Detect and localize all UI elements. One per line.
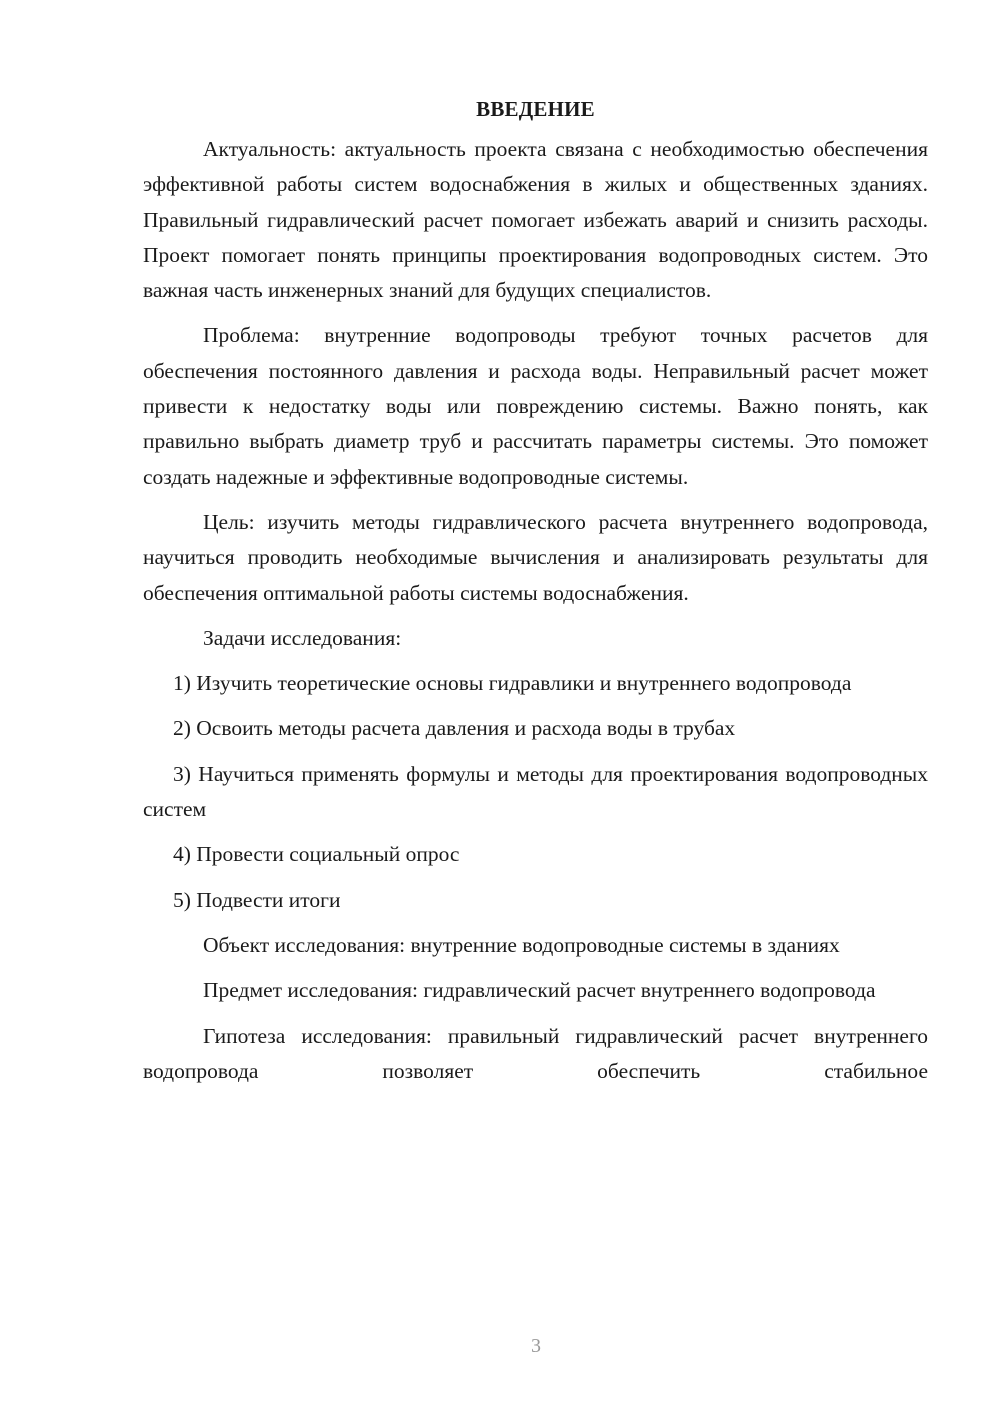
document-body <box>143 95 928 1099</box>
task-item-5: 5) Подвести итоги <box>173 887 341 912</box>
paragraph-problem: Проблема: внутренние водопроводы требуют точных расчетов для обеспечения постоянного давления и расхода воды. Неправильный расчет может привести к недостатку воды или повреждению системы. Важно понять, как правильно выбрать диаметр труб и рассчитать параметры системы. Это поможет создать надежные и эффективные водопроводные системы. <box>143 323 928 489</box>
page-title: ВВЕДЕНИЕ <box>476 97 595 121</box>
paragraph-relevance: Актуальность: актуальность проекта связана с необходимостью обеспечения эффективной работы систем водоснабжения в жилых и общественных зданиях. Правильный гидравлический расчет помогает избежать аварий и снизить расходы. Проект помогает понять принципы проектирования водопроводных систем. Это важная часть инженерных знаний для будущих специалистов. <box>143 137 928 303</box>
task-item-2: 2) Освоить методы расчета давления и расхода воды в трубах <box>173 716 736 741</box>
page-number: 3 <box>531 1335 541 1357</box>
paragraph-goal: Цель: изучить методы гидравлического расчета внутреннего водопровода, научиться проводить необходимые вычисления и анализировать результаты для обеспечения оптимальной работы системы водоснабжения. <box>143 509 928 605</box>
paragraph-hypothesis: Гипотеза исследования: правильный гидравлический расчет внутреннего водопровода позволяет обеспечить стабильное <box>143 1023 928 1083</box>
task-item-3: 3) Научиться применять формулы и методы для проектирования водопроводных систем <box>143 761 928 822</box>
task-item-1: 1) Изучить теоретические основы гидравлики и внутреннего водопровода <box>173 671 852 696</box>
paragraph-subject: Предмет исследования: гидравлический расчет внутреннего водопровода <box>203 978 876 1003</box>
task-item-4: 4) Провести социальный опрос <box>173 842 460 867</box>
paragraph-object: Объект исследования: внутренние водопроводные системы в зданиях <box>203 932 840 957</box>
paragraph-tasks-heading: Задачи исследования: <box>203 625 402 650</box>
